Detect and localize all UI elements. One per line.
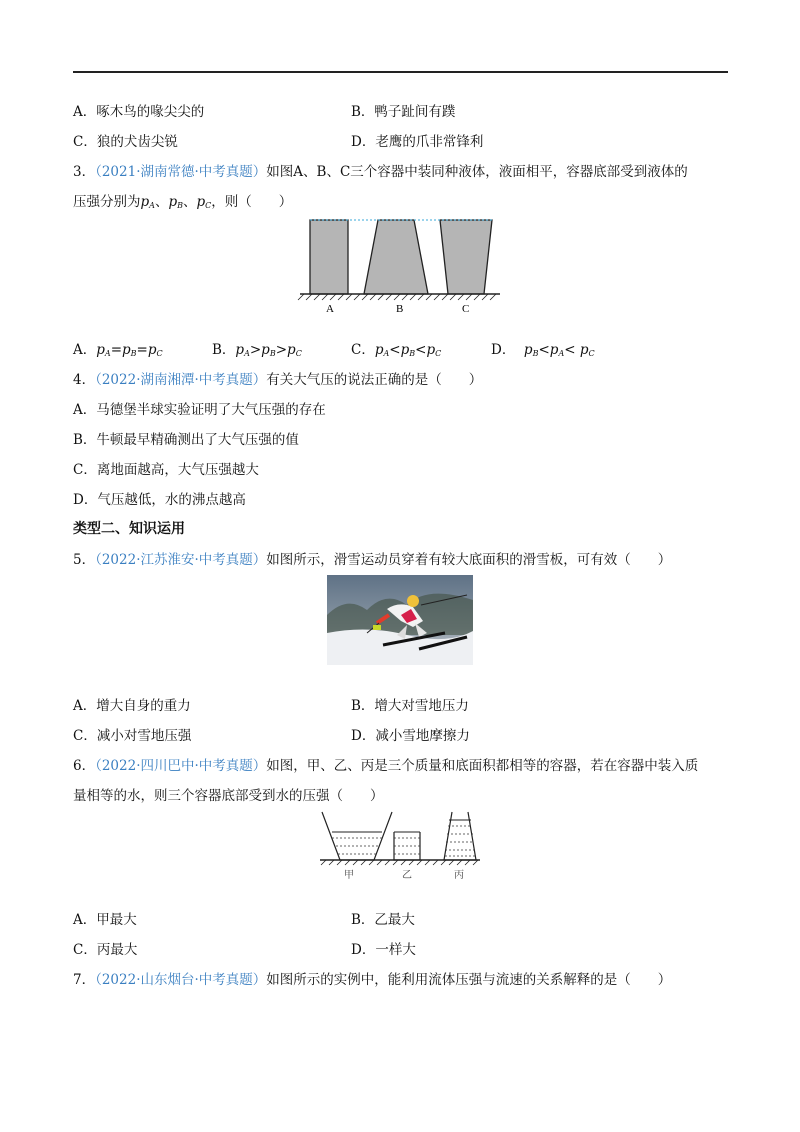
q5-source: （2022·江苏淮安·中考真题） <box>95 552 267 568</box>
q5-option-b: B．增大对雪地压力 <box>351 698 469 714</box>
q3-text2: 压强分别为 <box>73 194 141 210</box>
q2-option-a: A．啄木鸟的喙尖尖的 <box>73 104 205 120</box>
q3-text1: 如图A、B、C三个容器中装同种液体，液面相平，容器底部受到液体的 <box>266 164 688 180</box>
q6-option-a: A．甲最大 <box>73 912 137 928</box>
q3-container-figure <box>296 214 506 316</box>
q6-source: （2022·四川巴中·中考真题） <box>95 758 267 774</box>
q3-source: （2021·湖南常德·中考真题） <box>95 164 267 180</box>
q4-option-c: C．离地面越高，大气压强越大 <box>73 462 259 478</box>
q5-stem: 5．（2022·江苏淮安·中考真题）如图所示，滑雪运动员穿着有较大底面积的滑雪板，可有效（ ） <box>73 552 672 568</box>
label-yi: 乙 <box>402 870 412 881</box>
q7-source: （2022·山东烟台·中考真题） <box>95 972 267 988</box>
q6-option-d: D．一样大 <box>351 942 416 958</box>
q4-source: （2022·湖南湘潭·中考真题） <box>95 372 267 388</box>
q6-option-b: B．乙最大 <box>351 912 415 928</box>
q3-option-d: D． $p_B<p_A< p_C$ <box>491 342 595 358</box>
container-jia <box>322 812 392 860</box>
q3-option-c: C．$p_A<p_B<p_C$ <box>351 342 442 358</box>
q3-number: 3． <box>73 164 96 180</box>
q4-option-a: A．马德堡半球实验证明了大气压强的存在 <box>73 402 326 418</box>
label-a: A <box>326 303 334 315</box>
q6-stem-line1: 6．（2022·四川巴中·中考真题）如图，甲、乙、丙是三个质量和底面积都相等的容器，若在容器中装入质 <box>73 758 699 774</box>
label-b: B <box>396 303 404 315</box>
q3-stem-line2: 压强分别为$p_A$、$p_B$、$p_C$，则（ ） <box>73 194 293 210</box>
q3-option-a: A．$p_A=p_B=p_C$ <box>73 342 163 358</box>
container-c <box>440 220 492 294</box>
q2-option-c: C．狼的犬齿尖锐 <box>73 134 178 150</box>
q4-stem: 4．（2022·湖南湘潭·中考真题）有关大气压的说法正确的是（ ） <box>73 372 483 388</box>
q5-option-c: C．减小对雪地压强 <box>73 728 192 744</box>
q6-option-c: C．丙最大 <box>73 942 138 958</box>
q3-text2-end: ，则（ ） <box>211 194 293 210</box>
skier-photo <box>327 575 473 665</box>
q2-option-d: D．老鹰的爪非常锋利 <box>351 134 484 150</box>
container-bing <box>444 812 476 860</box>
container-b <box>364 220 428 294</box>
label-bing: 丙 <box>454 870 464 881</box>
q6-stem-line2: 量相等的水，则三个容器底部受到水的压强（ ） <box>73 788 384 804</box>
q3-option-b: B．$p_A>p_B>p_C$ <box>212 342 302 358</box>
q2-option-b: B．鸭子趾间有蹼 <box>351 104 456 120</box>
label-jia: 甲 <box>344 870 354 881</box>
q6-container-figure <box>318 808 484 884</box>
q4-option-d: D．气压越低，水的沸点越高 <box>73 492 246 508</box>
q5-option-d: D．减小雪地摩擦力 <box>351 728 470 744</box>
label-c: C <box>462 303 470 315</box>
q7-stem: 7．（2022·山东烟台·中考真题）如图所示的实例中，能利用流体压强与流速的关系解释的是（ ） <box>73 972 672 988</box>
q5-option-a: A．增大自身的重力 <box>73 698 191 714</box>
header-rule <box>73 71 728 73</box>
container-a <box>310 220 348 294</box>
q4-option-b: B．牛顿最早精确测出了大气压强的值 <box>73 432 299 448</box>
section-heading: 类型二、知识运用 <box>73 521 185 537</box>
q3-stem-line1 <box>73 160 688 180</box>
